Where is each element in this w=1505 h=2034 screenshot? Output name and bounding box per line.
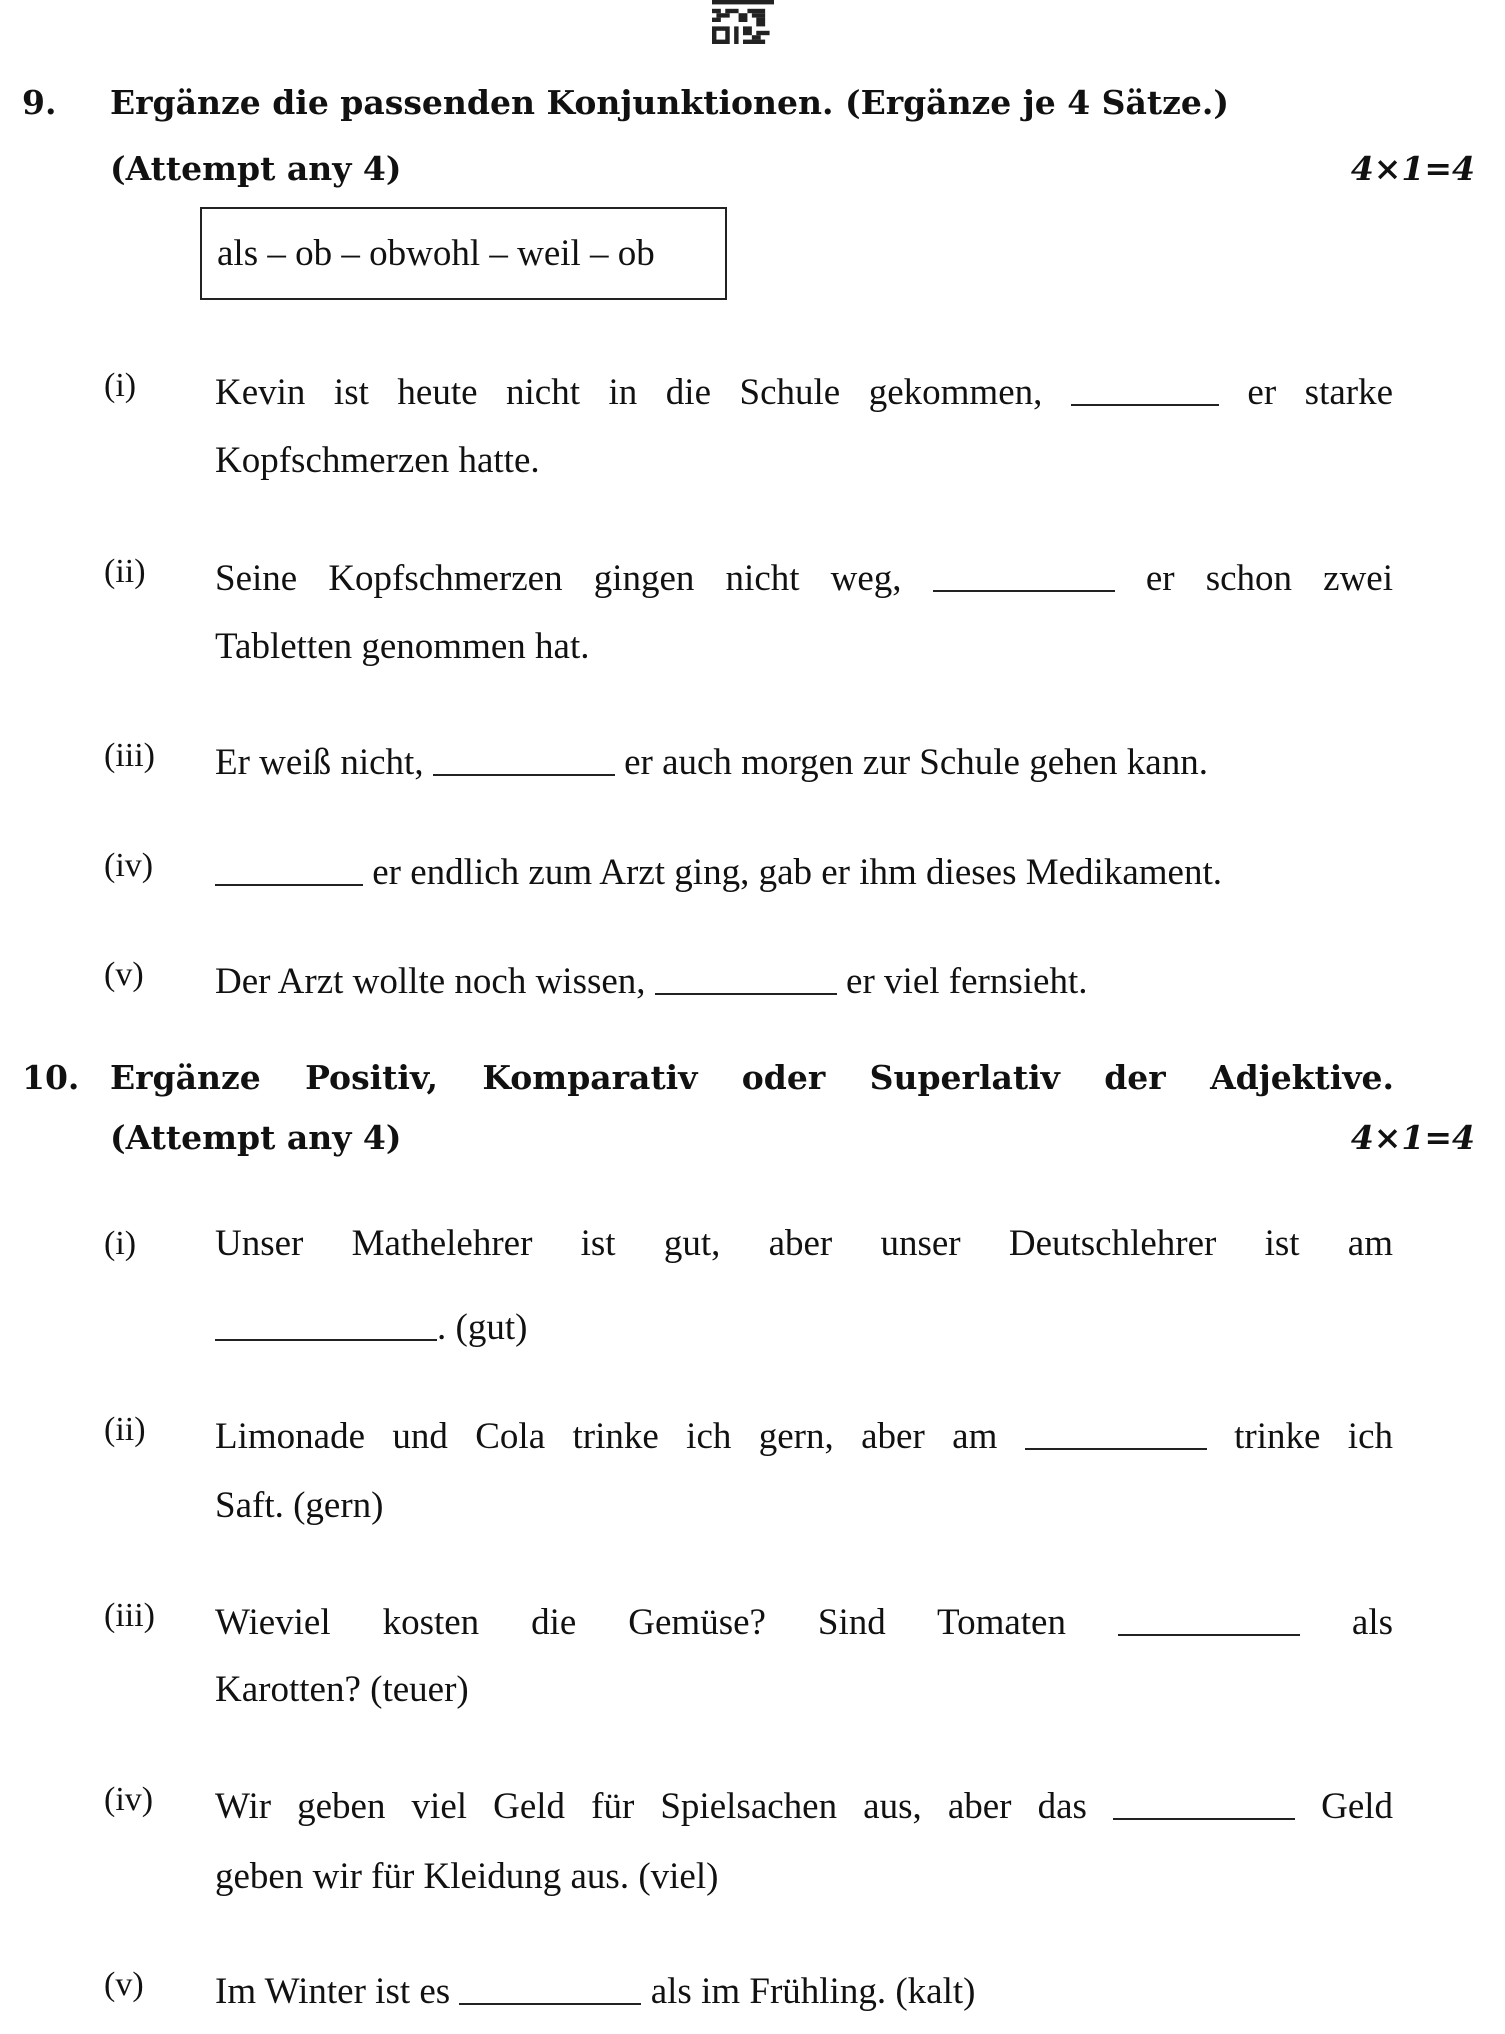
item-label: (iv) xyxy=(104,847,154,884)
item-label: (iv) xyxy=(104,1781,154,1818)
item-text: trinke ich xyxy=(1234,1416,1393,1458)
question-marks: 4×1=4 xyxy=(1350,149,1475,188)
item-line: Unser Mathelehrer ist gut, aber unser Deutschlehrer ist am xyxy=(215,1223,1393,1264)
item-line-continued: Kopfschmerzen hatte. xyxy=(215,440,540,481)
item-text: Er weiß nicht, xyxy=(215,742,424,784)
item-label: (ii) xyxy=(104,1411,146,1448)
item-label: (ii) xyxy=(104,553,146,590)
item-line xyxy=(215,1597,1393,1644)
item-line xyxy=(215,737,1393,784)
answer-blank[interactable] xyxy=(215,847,363,886)
item-text: Geld xyxy=(1321,1786,1394,1828)
question-marks: 4×1=4 xyxy=(1350,1118,1475,1157)
item-text: er schon zwei xyxy=(1145,558,1394,600)
answer-blank[interactable] xyxy=(433,737,615,776)
answer-blank[interactable] xyxy=(933,553,1115,592)
item-label: (iii) xyxy=(104,737,155,774)
item-text: er starke xyxy=(1247,372,1394,414)
item-text: Wieviel kosten die Gemüse? Sind Tomaten xyxy=(215,1602,1066,1644)
question-instruction: (Attempt any 4) xyxy=(110,1118,402,1157)
item-label: (i) xyxy=(104,367,137,404)
answer-blank[interactable] xyxy=(459,1966,641,2005)
item-label: (v) xyxy=(104,1966,144,2003)
question-number: 10. xyxy=(22,1058,80,1097)
item-line-continued: Karotten? (teuer) xyxy=(215,1669,469,1710)
item-line xyxy=(215,553,1394,600)
item-text: als im Frühling. (kalt) xyxy=(650,1971,976,2013)
word-bank-text: als – ob – obwohl – weil – ob xyxy=(217,233,655,274)
item-line-continued: Saft. (gern) xyxy=(215,1485,384,1526)
item-line-continued: Tabletten genommen hat. xyxy=(215,626,590,667)
item-line xyxy=(215,956,1393,1003)
question-heading: Ergänze die passenden Konjunktionen. (Ergänze je 4 Sätze.) xyxy=(110,83,1229,122)
item-line-continued xyxy=(215,1302,1393,1349)
question-number: 9. xyxy=(22,83,57,122)
item-text: . (gut) xyxy=(437,1307,528,1349)
item-line xyxy=(215,1411,1393,1458)
item-line xyxy=(215,1966,1393,2013)
item-line xyxy=(215,1781,1394,1828)
item-text: Seine Kopfschmerzen gingen nicht weg, xyxy=(215,558,902,600)
item-label: (v) xyxy=(104,956,144,993)
item-label: (iii) xyxy=(104,1597,155,1634)
item-line-continued: geben wir für Kleidung aus. (viel) xyxy=(215,1856,719,1897)
answer-blank[interactable] xyxy=(1113,1781,1295,1820)
item-line xyxy=(215,847,1393,894)
item-text: Im Winter ist es xyxy=(215,1971,451,2013)
item-text: er endlich zum Arzt ging, gab er ihm dieses Medikament. xyxy=(372,852,1222,894)
question-heading: Ergänze Positiv, Komparativ oder Superlativ der Adjektive. xyxy=(110,1058,1394,1097)
answer-blank[interactable] xyxy=(655,956,837,995)
item-text: er auch morgen zur Schule gehen kann. xyxy=(624,742,1208,784)
qr-code-icon xyxy=(712,0,774,44)
item-line xyxy=(215,367,1394,414)
question-instruction: (Attempt any 4) xyxy=(110,149,402,188)
answer-blank[interactable] xyxy=(1071,367,1219,406)
word-bank-box xyxy=(200,207,727,300)
item-text: Kevin ist heute nicht in die Schule gekommen, xyxy=(215,372,1043,414)
answer-blank[interactable] xyxy=(215,1302,437,1341)
answer-blank[interactable] xyxy=(1025,1411,1207,1450)
item-text: Wir geben viel Geld für Spielsachen aus, aber das xyxy=(215,1786,1087,1828)
item-text: als xyxy=(1351,1602,1393,1644)
item-text: er viel fernsieht. xyxy=(846,961,1088,1003)
item-text: Der Arzt wollte noch wissen, xyxy=(215,961,646,1003)
item-text: Limonade und Cola trinke ich gern, aber am xyxy=(215,1416,998,1458)
answer-blank[interactable] xyxy=(1118,1597,1300,1636)
item-label: (i) xyxy=(104,1225,137,1262)
